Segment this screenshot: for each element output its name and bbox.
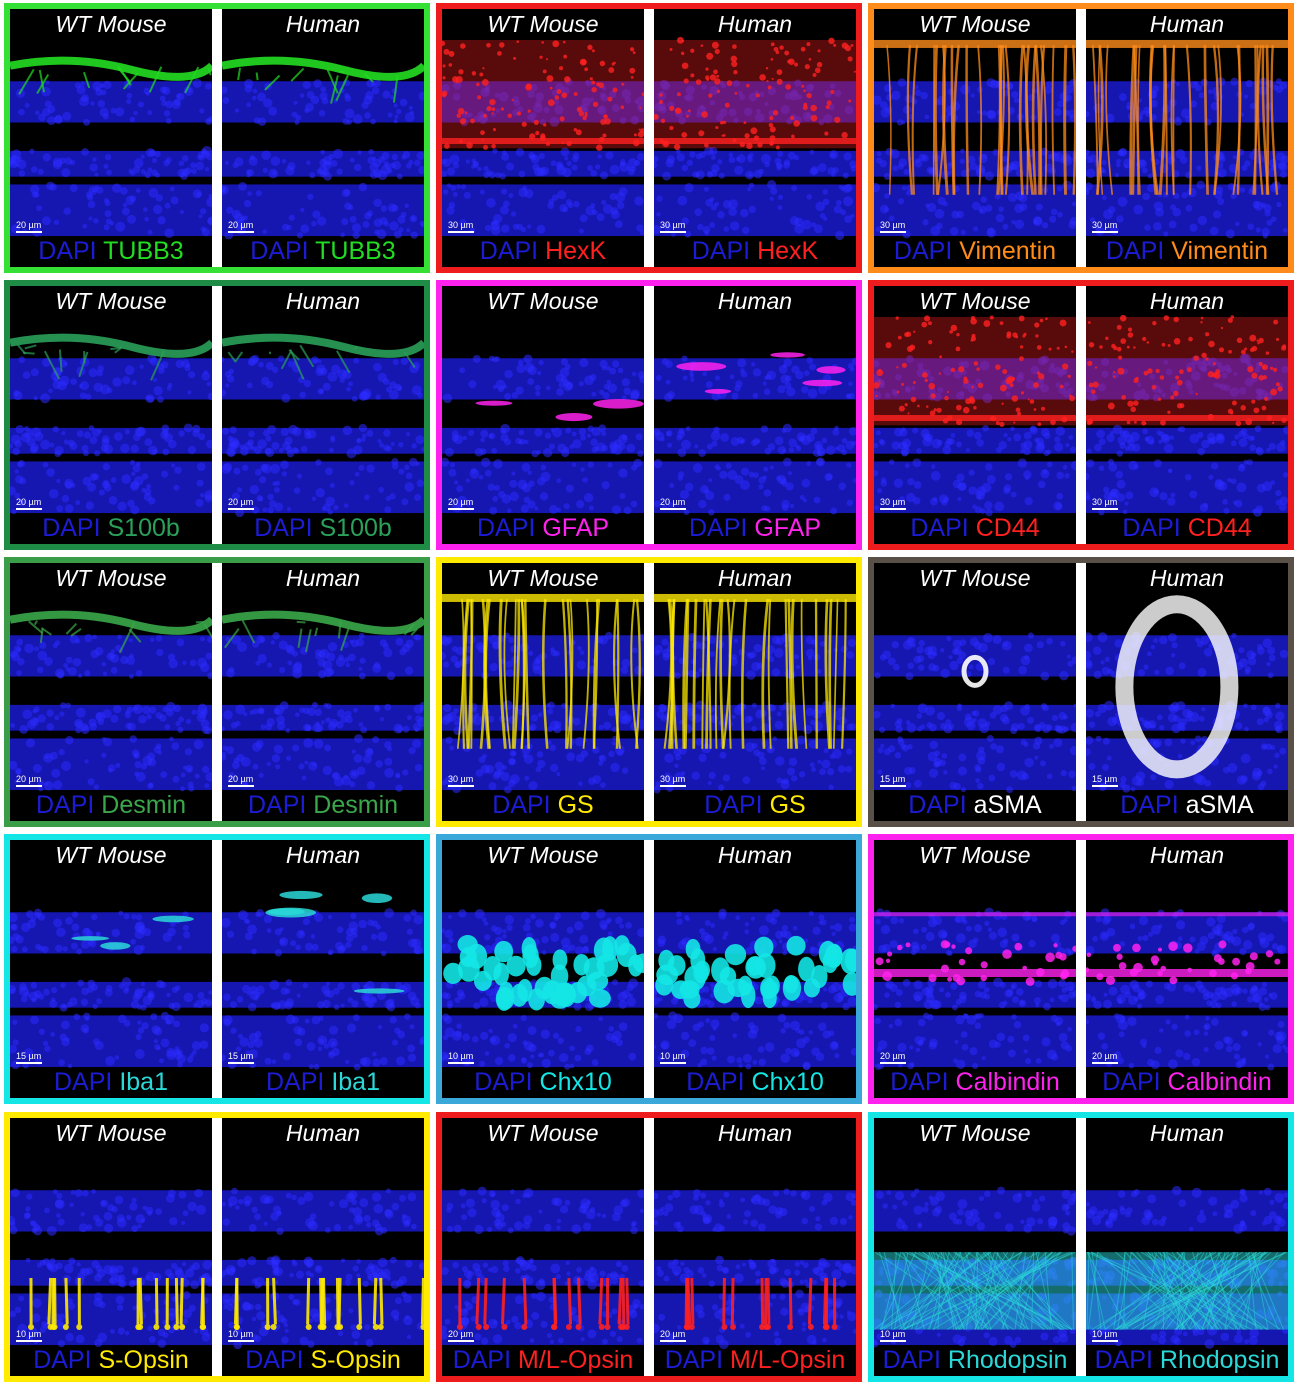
scale-bar-line bbox=[228, 231, 254, 233]
scale-bar-label: 20 µm bbox=[16, 220, 42, 230]
scale-bar-line bbox=[448, 508, 474, 510]
panel-title: Human bbox=[717, 842, 793, 868]
scale-bar-label: 30 µm bbox=[880, 220, 906, 230]
scale-bar bbox=[16, 221, 42, 233]
scale-bar-line bbox=[660, 1062, 686, 1064]
panel-title: WT Mouse bbox=[919, 1120, 1031, 1146]
marker-label: Iba1 bbox=[119, 1068, 168, 1096]
scale-bar-label: 20 µm bbox=[660, 1329, 686, 1339]
scale-bar-line bbox=[880, 785, 906, 787]
marker-label: CD44 bbox=[975, 514, 1040, 542]
scale-bar bbox=[1092, 221, 1118, 233]
panel-calbindin-mouse bbox=[874, 840, 1076, 1098]
card-gfap bbox=[436, 280, 862, 550]
scale-bar bbox=[660, 775, 686, 787]
stain-label bbox=[1086, 1068, 1288, 1096]
dapi-label: DAPI bbox=[1102, 1068, 1161, 1096]
stain-label bbox=[1086, 1346, 1288, 1374]
panel-title: WT Mouse bbox=[487, 11, 599, 37]
panel-title: Human bbox=[285, 565, 361, 591]
panel-title: Human bbox=[1149, 1120, 1225, 1146]
scale-bar-line bbox=[660, 231, 686, 233]
stain-label bbox=[222, 1068, 424, 1096]
dapi-label: DAPI bbox=[266, 1068, 325, 1096]
panel-calbindin-human bbox=[1086, 840, 1288, 1098]
panel-title: Human bbox=[285, 842, 361, 868]
marker-label: GFAP bbox=[754, 514, 821, 542]
panel-cd44-mouse bbox=[874, 286, 1076, 544]
scale-bar-label: 30 µm bbox=[1092, 497, 1118, 507]
card-vimentin bbox=[868, 3, 1294, 273]
dapi-label: DAPI bbox=[1094, 1346, 1153, 1374]
marker-label: Desmin bbox=[313, 791, 399, 819]
marker-label: M/L-Opsin bbox=[518, 1346, 634, 1374]
stain-label bbox=[874, 514, 1076, 542]
scale-bar-label: 15 µm bbox=[228, 1051, 254, 1061]
marker-label: S-Opsin bbox=[310, 1346, 401, 1374]
dapi-label: DAPI bbox=[477, 514, 536, 542]
dapi-label: DAPI bbox=[245, 1346, 304, 1374]
scale-bar bbox=[660, 1330, 686, 1342]
scale-bar-line bbox=[880, 231, 906, 233]
panel-hexk-human bbox=[654, 9, 856, 267]
panel-title: WT Mouse bbox=[487, 565, 599, 591]
scale-bar-label: 20 µm bbox=[880, 1051, 906, 1061]
marker-label: TUBB3 bbox=[103, 237, 184, 265]
scale-bar bbox=[1092, 498, 1118, 510]
scale-bar bbox=[1092, 775, 1118, 787]
scale-bar-label: 15 µm bbox=[16, 1051, 42, 1061]
panel-sopsin-human bbox=[222, 1118, 424, 1376]
scale-bar-line bbox=[228, 508, 254, 510]
panel-title: WT Mouse bbox=[919, 288, 1031, 314]
panel-title: WT Mouse bbox=[919, 11, 1031, 37]
scale-bar-label: 20 µm bbox=[448, 497, 474, 507]
dapi-label: DAPI bbox=[38, 237, 97, 265]
scale-bar-label: 30 µm bbox=[880, 497, 906, 507]
scale-bar bbox=[880, 1052, 906, 1064]
marker-label: M/L-Opsin bbox=[730, 1346, 846, 1374]
panel-desmin-human bbox=[222, 563, 424, 821]
scale-bar-label: 30 µm bbox=[448, 220, 474, 230]
stain-label bbox=[874, 1346, 1076, 1374]
scale-bar-label: 15 µm bbox=[1092, 774, 1118, 784]
scale-bar-line bbox=[660, 785, 686, 787]
panel-title: WT Mouse bbox=[487, 288, 599, 314]
panel-vimentin-mouse bbox=[874, 9, 1076, 267]
scale-bar-label: 20 µm bbox=[228, 497, 254, 507]
marker-label: Calbindin bbox=[955, 1068, 1060, 1096]
scale-bar-line bbox=[1092, 1062, 1118, 1064]
scale-bar bbox=[660, 1052, 686, 1064]
scale-bar bbox=[660, 498, 686, 510]
scale-bar-line bbox=[660, 1340, 686, 1342]
scale-bar-line bbox=[16, 785, 42, 787]
scale-bar-label: 15 µm bbox=[880, 774, 906, 784]
dapi-label: DAPI bbox=[1122, 514, 1181, 542]
scale-bar-line bbox=[880, 1340, 906, 1342]
panel-title: Human bbox=[717, 565, 793, 591]
dapi-label: DAPI bbox=[42, 514, 101, 542]
scale-bar-label: 10 µm bbox=[880, 1329, 906, 1339]
stain-label bbox=[222, 791, 424, 819]
scale-bar-line bbox=[448, 231, 474, 233]
scale-bar bbox=[1092, 1052, 1118, 1064]
card-rhodopsin bbox=[868, 1112, 1294, 1382]
panel-title: Human bbox=[717, 288, 793, 314]
scale-bar bbox=[228, 498, 254, 510]
dapi-label: DAPI bbox=[33, 1346, 92, 1374]
dapi-label: DAPI bbox=[492, 791, 551, 819]
marker-label: HexK bbox=[545, 237, 607, 265]
scale-bar-line bbox=[1092, 231, 1118, 233]
marker-label: Vimentin bbox=[959, 237, 1057, 265]
dapi-label: DAPI bbox=[1120, 791, 1179, 819]
panel-title: Human bbox=[717, 11, 793, 37]
dapi-label: DAPI bbox=[689, 514, 748, 542]
scale-bar-line bbox=[228, 785, 254, 787]
stain-label bbox=[874, 1068, 1076, 1096]
scale-bar bbox=[448, 1330, 474, 1342]
dapi-label: DAPI bbox=[35, 791, 95, 819]
scale-bar-label: 30 µm bbox=[660, 774, 686, 784]
card-sopsin bbox=[4, 1112, 430, 1382]
panel-title: Human bbox=[1149, 565, 1225, 591]
panel-title: WT Mouse bbox=[55, 1120, 167, 1146]
panel-title: WT Mouse bbox=[55, 288, 167, 314]
scale-bar-label: 30 µm bbox=[1092, 220, 1118, 230]
stain-label bbox=[10, 791, 212, 819]
scale-bar bbox=[228, 221, 254, 233]
panel-desmin-mouse bbox=[10, 563, 212, 821]
panel-vimentin-human bbox=[1086, 9, 1288, 267]
stain-label bbox=[654, 1346, 856, 1374]
panel-asma-human bbox=[1086, 563, 1288, 821]
panel-title: WT Mouse bbox=[487, 842, 599, 868]
stain-label bbox=[10, 514, 212, 542]
stain-label bbox=[1086, 514, 1288, 542]
scale-bar-label: 10 µm bbox=[16, 1329, 42, 1339]
marker-label: S100b bbox=[107, 514, 180, 542]
panel-rhodopsin-human bbox=[1086, 1118, 1288, 1376]
panel-s100b-human bbox=[222, 286, 424, 544]
dapi-label: DAPI bbox=[910, 514, 969, 542]
marker-label: Chx10 bbox=[539, 1068, 612, 1096]
scale-bar-label: 20 µm bbox=[660, 497, 686, 507]
marker-label: Desmin bbox=[101, 791, 187, 819]
stain-label bbox=[442, 1346, 644, 1374]
dapi-label: DAPI bbox=[54, 1068, 113, 1096]
marker-label: TUBB3 bbox=[315, 237, 396, 265]
card-gs bbox=[436, 557, 862, 827]
scale-bar-line bbox=[228, 1062, 254, 1064]
scale-bar bbox=[660, 221, 686, 233]
panel-gfap-mouse bbox=[442, 286, 644, 544]
panel-iba1-mouse bbox=[10, 840, 212, 1098]
panel-title: Human bbox=[285, 11, 361, 37]
panel-gfap-human bbox=[654, 286, 856, 544]
dapi-label: DAPI bbox=[893, 237, 953, 265]
scale-bar-label: 20 µm bbox=[228, 774, 254, 784]
card-s100b bbox=[4, 280, 430, 550]
dapi-label: DAPI bbox=[1105, 237, 1165, 265]
panel-title: WT Mouse bbox=[919, 565, 1031, 591]
scale-bar bbox=[1092, 1330, 1118, 1342]
scale-bar-label: 10 µm bbox=[1092, 1329, 1118, 1339]
card-cd44 bbox=[868, 280, 1294, 550]
stain-label bbox=[222, 237, 424, 265]
scale-bar bbox=[448, 221, 474, 233]
panel-title: WT Mouse bbox=[55, 11, 167, 37]
scale-bar bbox=[880, 775, 906, 787]
card-iba1 bbox=[4, 834, 430, 1104]
scale-bar-line bbox=[448, 785, 474, 787]
stain-label bbox=[222, 1346, 424, 1374]
scale-bar-line bbox=[880, 508, 906, 510]
scale-bar-label: 10 µm bbox=[228, 1329, 254, 1339]
stain-label bbox=[442, 791, 644, 819]
panel-title: Human bbox=[285, 288, 361, 314]
marker-label: aSMA bbox=[1185, 791, 1254, 819]
panel-title: Human bbox=[717, 1120, 793, 1146]
panel-sopsin-mouse bbox=[10, 1118, 212, 1376]
panel-tubb3-human bbox=[222, 9, 424, 267]
panel-title: Human bbox=[1149, 842, 1225, 868]
stain-label bbox=[1086, 791, 1288, 819]
marker-label: CD44 bbox=[1187, 514, 1252, 542]
scale-bar-line bbox=[16, 231, 42, 233]
scale-bar-label: 20 µm bbox=[228, 220, 254, 230]
scale-bar-line bbox=[16, 1340, 42, 1342]
card-tubb3 bbox=[4, 3, 430, 273]
stain-label bbox=[654, 1068, 856, 1096]
scale-bar bbox=[448, 775, 474, 787]
stain-label bbox=[10, 1068, 212, 1096]
stain-label bbox=[874, 237, 1076, 265]
panel-asma-mouse bbox=[874, 563, 1076, 821]
panel-title: Human bbox=[1149, 288, 1225, 314]
scale-bar-label: 20 µm bbox=[16, 774, 42, 784]
scale-bar-line bbox=[16, 508, 42, 510]
card-asma bbox=[868, 557, 1294, 827]
marker-label: aSMA bbox=[973, 791, 1042, 819]
panel-tubb3-mouse bbox=[10, 9, 212, 267]
stain-label bbox=[1086, 237, 1288, 265]
dapi-label: DAPI bbox=[250, 237, 309, 265]
marker-label: S-Opsin bbox=[98, 1346, 189, 1374]
dapi-label: DAPI bbox=[474, 1068, 533, 1096]
scale-bar-line bbox=[880, 1062, 906, 1064]
scale-bar-label: 10 µm bbox=[660, 1051, 686, 1061]
scale-bar bbox=[16, 498, 42, 510]
stain-label bbox=[10, 237, 212, 265]
scale-bar bbox=[16, 1052, 42, 1064]
panel-s100b-mouse bbox=[10, 286, 212, 544]
panel-hexk-mouse bbox=[442, 9, 644, 267]
scale-bar bbox=[228, 775, 254, 787]
stain-label bbox=[654, 237, 856, 265]
scale-bar bbox=[448, 1052, 474, 1064]
scale-bar bbox=[16, 1330, 42, 1342]
panel-cd44-human bbox=[1086, 286, 1288, 544]
scale-bar-line bbox=[1092, 785, 1118, 787]
marker-label: GS bbox=[557, 791, 594, 819]
stain-label bbox=[442, 237, 644, 265]
dapi-label: DAPI bbox=[908, 791, 967, 819]
scale-bar-label: 30 µm bbox=[660, 220, 686, 230]
card-chx10 bbox=[436, 834, 862, 1104]
scale-bar bbox=[880, 498, 906, 510]
marker-label: HexK bbox=[757, 237, 819, 265]
card-calbindin bbox=[868, 834, 1294, 1104]
marker-label: S100b bbox=[319, 514, 392, 542]
scale-bar bbox=[228, 1330, 254, 1342]
dapi-label: DAPI bbox=[664, 1346, 724, 1374]
panel-rhodopsin-mouse bbox=[874, 1118, 1076, 1376]
panel-chx10-mouse bbox=[442, 840, 644, 1098]
marker-label: Vimentin bbox=[1171, 237, 1269, 265]
dapi-label: DAPI bbox=[704, 791, 763, 819]
scale-bar bbox=[880, 1330, 906, 1342]
scale-bar-line bbox=[448, 1340, 474, 1342]
panel-title: WT Mouse bbox=[919, 842, 1031, 868]
stain-label bbox=[874, 791, 1076, 819]
marker-label: GS bbox=[769, 791, 806, 819]
dapi-label: DAPI bbox=[247, 791, 307, 819]
scale-bar-line bbox=[660, 508, 686, 510]
scale-bar bbox=[16, 775, 42, 787]
panel-title: WT Mouse bbox=[487, 1120, 599, 1146]
stain-label bbox=[442, 514, 644, 542]
marker-label: Chx10 bbox=[751, 1068, 824, 1096]
scale-bar-label: 20 µm bbox=[1092, 1051, 1118, 1061]
dapi-label: DAPI bbox=[686, 1068, 745, 1096]
panel-title: WT Mouse bbox=[55, 565, 167, 591]
scale-bar-label: 10 µm bbox=[448, 1051, 474, 1061]
dapi-label: DAPI bbox=[452, 1346, 512, 1374]
panel-title: Human bbox=[285, 1120, 361, 1146]
marker-label: Rhodopsin bbox=[947, 1346, 1068, 1374]
card-desmin bbox=[4, 557, 430, 827]
panel-chx10-human bbox=[654, 840, 856, 1098]
panel-title: Human bbox=[1149, 11, 1225, 37]
scale-bar-label: 20 µm bbox=[448, 1329, 474, 1339]
panel-gs-mouse bbox=[442, 563, 644, 821]
card-hexk bbox=[436, 3, 862, 273]
stain-label bbox=[222, 514, 424, 542]
stain-label bbox=[10, 1346, 212, 1374]
stain-label bbox=[442, 1068, 644, 1096]
panel-mlopsin-human bbox=[654, 1118, 856, 1376]
scale-bar-line bbox=[448, 1062, 474, 1064]
scale-bar-line bbox=[1092, 1340, 1118, 1342]
scale-bar-line bbox=[1092, 508, 1118, 510]
dapi-label: DAPI bbox=[882, 1346, 941, 1374]
dapi-label: DAPI bbox=[890, 1068, 949, 1096]
scale-bar-line bbox=[228, 1340, 254, 1342]
panel-title: WT Mouse bbox=[55, 842, 167, 868]
scale-bar bbox=[880, 221, 906, 233]
marker-label: Calbindin bbox=[1167, 1068, 1272, 1096]
card-mlopsin bbox=[436, 1112, 862, 1382]
scale-bar-label: 30 µm bbox=[448, 774, 474, 784]
marker-label: Rhodopsin bbox=[1159, 1346, 1280, 1374]
panel-mlopsin-mouse bbox=[442, 1118, 644, 1376]
panel-iba1-human bbox=[222, 840, 424, 1098]
stain-label bbox=[654, 791, 856, 819]
scale-bar-label: 20 µm bbox=[16, 497, 42, 507]
scale-bar bbox=[228, 1052, 254, 1064]
dapi-label: DAPI bbox=[691, 237, 751, 265]
marker-label: GFAP bbox=[542, 514, 609, 542]
dapi-label: DAPI bbox=[254, 514, 313, 542]
scale-bar-line bbox=[16, 1062, 42, 1064]
stain-label bbox=[654, 514, 856, 542]
dapi-label: DAPI bbox=[479, 237, 539, 265]
scale-bar bbox=[448, 498, 474, 510]
panel-gs-human bbox=[654, 563, 856, 821]
marker-label: Iba1 bbox=[331, 1068, 380, 1096]
